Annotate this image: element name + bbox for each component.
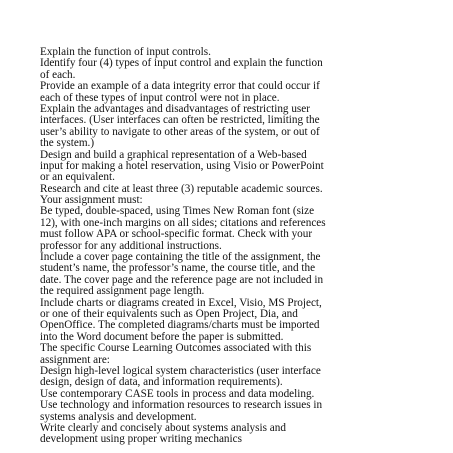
text-line: into the Word document before the paper is submitted.	[40, 330, 284, 343]
text-line: Explain the function of input controls.	[40, 46, 211, 58]
text-line: input for making a hotel reservation, using Visio or PowerPoint	[40, 159, 324, 172]
text-line: the system.)	[40, 137, 95, 150]
text-line: The specific Course Learning Outcomes associated with this	[40, 342, 312, 355]
text-line: Explain the advantages and disadvantages of restricting user	[40, 102, 310, 115]
assignment-text	[40, 47, 440, 446]
text-line: systems analysis and development.	[40, 410, 197, 423]
text-line: Your assignment must:	[40, 194, 143, 207]
text-line: Use contemporary CASE tools in process and data modeling.	[40, 387, 315, 400]
text-line: must follow APA or school-specific format. Check with your	[40, 228, 313, 241]
text-line: Identify four (4) types of input control and explain the function	[40, 57, 323, 70]
text-line: or one of their equivalents such as Open Project, Dia, and	[40, 307, 298, 320]
text-line: 12), with one-inch margins on all sides; citations and references	[40, 216, 326, 229]
text-line: Design high-level logical system characteristics (user interface	[40, 364, 321, 377]
text-line: Include a cover page containing the title of the assignment, the	[40, 251, 321, 264]
text-line: Research and cite at least three (3) reputable academic sources.	[40, 182, 323, 195]
text-line: date. The cover page and the reference page are not included in	[40, 273, 324, 286]
text-line: the required assignment page length.	[40, 285, 205, 298]
text-line: user’s ability to navigate to other areas of the system, or out of	[40, 125, 320, 138]
text-line: OpenOffice. The completed diagrams/charts must be imported	[40, 319, 320, 332]
text-line: each of these types of input control were not in place.	[40, 91, 280, 104]
text-line: Use technology and information resources to research issues in	[40, 399, 323, 412]
text-line: Design and build a graphical representation of a Web-based	[40, 148, 307, 161]
text-line: student’s name, the professor’s name, the course title, and the	[40, 262, 316, 275]
text-line: of each.	[40, 68, 76, 81]
text-line: interfaces. (User interfaces can often be restricted, limiting the	[40, 114, 320, 127]
text-line: professor for any additional instructions.	[40, 239, 222, 252]
text-line: assignment are:	[40, 353, 110, 366]
text-line: Provide an example of a data integrity error that could occur if	[40, 80, 320, 93]
text-line: Include charts or diagrams created in Excel, Visio, MS Project,	[40, 296, 322, 309]
text-line: or an equivalent.	[40, 171, 115, 184]
text-line: development using proper writing mechanics	[40, 433, 242, 446]
text-line: Be typed, double-spaced, using Times New Roman font (size	[40, 205, 315, 218]
text-line: design, design of data, and information requirements).	[40, 376, 283, 389]
text-line: Write clearly and concisely about systems analysis and	[40, 421, 286, 434]
